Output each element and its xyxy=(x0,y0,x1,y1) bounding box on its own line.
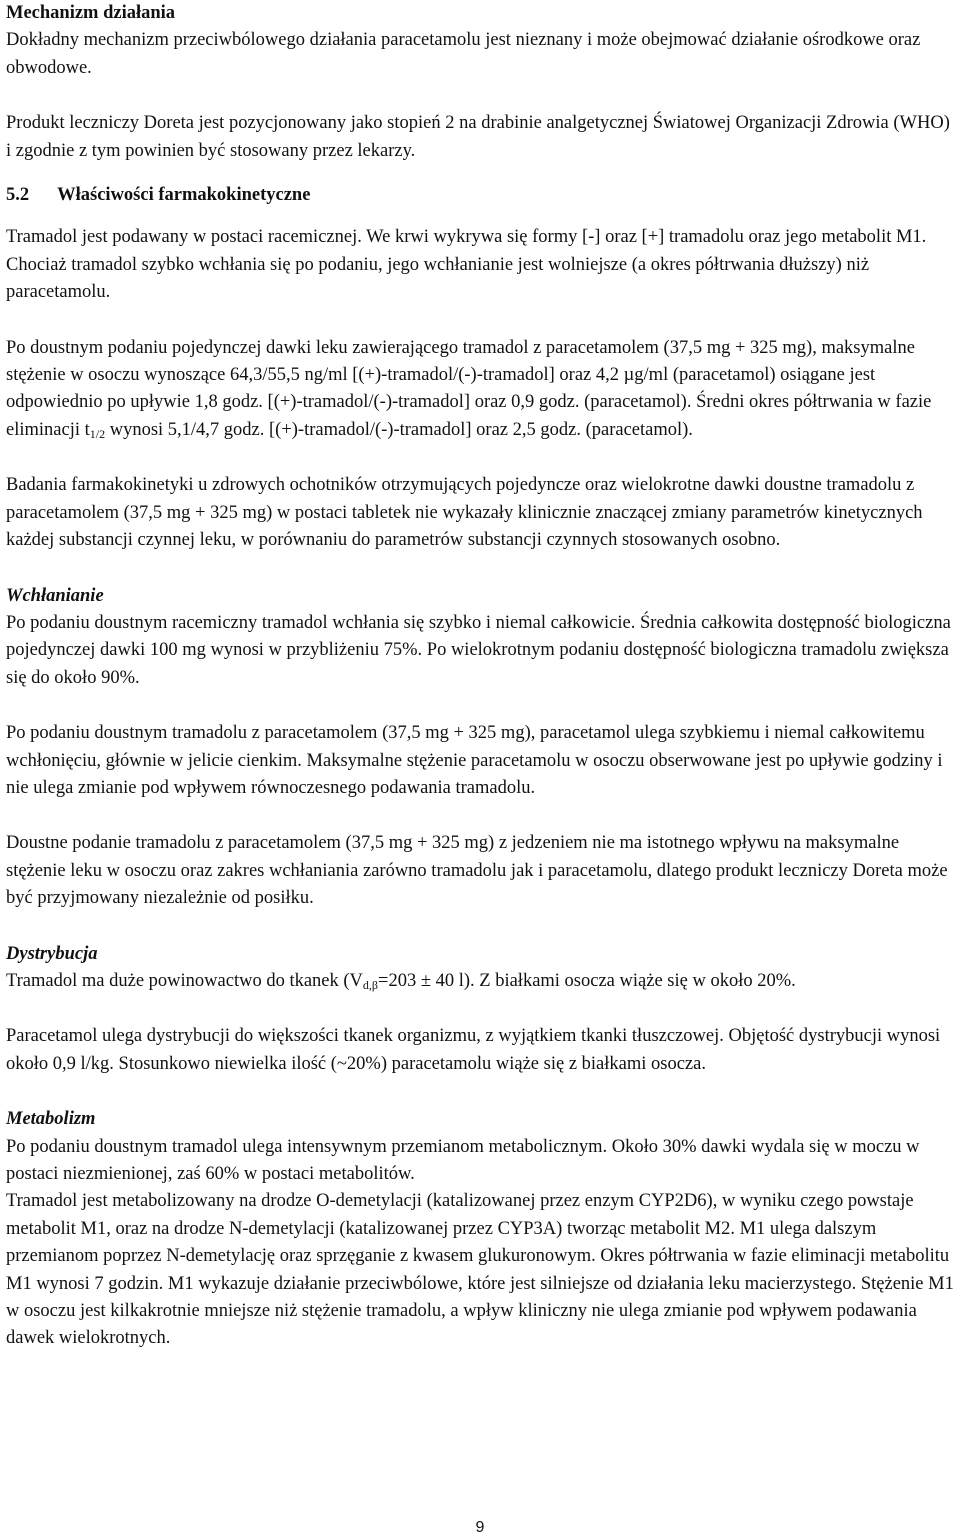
pk-paragraph-3: Badania farmakokinetyki u zdrowych ochotników otrzymujących pojedyncze oraz wielokrotne dawki doustne tramadolu z paracetamolem (37,5 mg + 325 mg) w postaci tabletek nie wykazały klinicznie znaczącej zmiany parametrów kinetycznych każdej substancji czynnej leku, w porównaniu do parametrów substancji czynnych stosowanych osobno. xyxy=(6,475,923,551)
half-life-subscript: 1/2 xyxy=(89,426,106,441)
pk-paragraph-2 xyxy=(6,335,954,445)
metabolism-paragraph-1: Po podaniu doustnym tramadol ulega intensywnym przemianom metabolicznym. Około 30% dawki wydala się w moczu w postaci niezmienionej, zaś 60% w postaci metabolitów. xyxy=(6,1136,920,1184)
section-title: Właściwości farmakokinetyczne xyxy=(57,185,311,206)
pk-paragraph-2-text-end: wynosi 5,1/4,7 godz. [(+)-tramadol/(-)-tramadol] oraz 2,5 godz. (paracetamol). xyxy=(105,419,693,440)
absorption-heading: Wchłanianie xyxy=(6,585,104,606)
mechanism-paragraph-1: Dokładny mechanizm przeciwbólowego działania paracetamolu jest nieznany i może obejmować działanie ośrodkowe oraz obwodowe. xyxy=(6,30,921,78)
page-number: 9 xyxy=(475,1519,485,1536)
volume-subscript: d,β xyxy=(362,977,379,992)
document-page xyxy=(6,0,954,1353)
mechanism-paragraph-2: Produkt leczniczy Doreta jest pozycjonowany jako stopień 2 na drabinie analgetycznej Światowej Organizacji Zdrowia (WHO) i zgodnie z tym powinien być stosowany przez lekarzy. xyxy=(6,113,950,161)
distribution-paragraph-2: Paracetamol ulega dystrybucji do większości tkanek organizmu, z wyjątkiem tkanki tłuszczowej. Objętość dystrybucji wynosi około 0,9 l/kg. Stosunkowo niewielka ilość (~20%) paracetamolu wiąże się z białkami osocza. xyxy=(6,1026,941,1074)
absorption-paragraph-3: Doustne podanie tramadolu z paracetamolem (37,5 mg + 325 mg) z jedzeniem nie ma istotnego wpływu na maksymalne stężenie leku w osoczu oraz zakres wchłaniania zarówno tramadolu jak i paracetamolu, dlatego produkt leczniczy Doreta może być przyjmowany niezależnie od posiłku. xyxy=(6,833,948,909)
pk-paragraph-2-text: Po doustnym podaniu pojedynczej dawki leku zawierającego tramadol z paracetamolem (37,5 mg + 325 mg), maksymalne stężenie w osoczu wynoszące 64,3/55,5 ng/ml [(+)-tramadol/(-)-tramadol] oraz 4,2 µg/ml (paracetamol) osiągane jest odpowiednio po upływie 1,8 godz. [(+)-tramadol/(-)-tramadol] oraz 0,9 godz. (paracetamol). Średni okres półtrwania w fazie eliminacji t xyxy=(6,337,932,440)
absorption-paragraph-1: Po podaniu doustnym racemiczny tramadol wchłania się szybko i niemal całkowicie. Średnia całkowita dostępność biologiczna pojedynczej dawki 100 mg wynosi w przybliżeniu 75%. Po wielokrotnym podaniu dostępność biologiczna tramadolu zwiększa się do około 90%. xyxy=(6,612,951,688)
distribution-paragraph-1 xyxy=(6,968,954,995)
mechanism-heading: Mechanizm działania xyxy=(6,3,176,23)
distribution-heading: Dystrybucja xyxy=(6,943,98,964)
section-number: 5.2 xyxy=(6,185,30,206)
absorption-paragraph-2: Po podaniu doustnym tramadolu z paracetamolem (37,5 mg + 325 mg), paracetamol ulega szybkiemu i niemal całkowitemu wchłonięciu, głównie w jelicie cienkim. Maksymalne stężenie paracetamolu w osoczu obserwowane jest po upływie godziny i nie ulega zmianie pod wpływem równoczesnego podawania tramadolu. xyxy=(6,723,943,798)
distribution-paragraph-1-text-end: =203 ± 40 l). Z białkami osocza wiąże się w około 20%. xyxy=(378,970,796,991)
metabolism-paragraph-2: Tramadol jest metabolizowany na drodze O-demetylacji (katalizowanej przez enzym CYP2D6), w wyniku czego powstaje metabolit M1, oraz na drodze N-demetylacji (katalizowanej przez CYP3A) tworząc metabolit M2. M1 ulega dalszym przemianom poprzez N-demetylację oraz sprzęganie z kwasem glukuronowym. Okres półtrwania w fazie eliminacji metabolitu M1 wynosi 7 godzin. M1 wykazuje działanie przeciwbólowe, które jest silniejsze od działania leku macierzystego. Stężenie M1 w osoczu jest kilkakrotnie mniejsze niż stężenie tramadolu, a wpływ kliniczny nie ulega zmianie pod wpływem podawania dawek wielokrotnych. xyxy=(6,1191,954,1349)
section-heading-pk xyxy=(6,182,954,209)
pk-paragraph-1: Tramadol jest podawany w postaci racemicznej. We krwi wykrywa się formy [-] oraz [+] tramadolu oraz jego metabolit M1. Chociaż tramadol szybko wchłania się po podaniu, jego wchłanianie jest wolniejsze (a okres półtrwania dłuższy) niż paracetamolu. xyxy=(6,227,927,303)
distribution-paragraph-1-text: Tramadol ma duże powinowactwo do tkanek (V xyxy=(6,970,363,991)
metabolism-heading: Metabolizm xyxy=(6,1109,96,1130)
